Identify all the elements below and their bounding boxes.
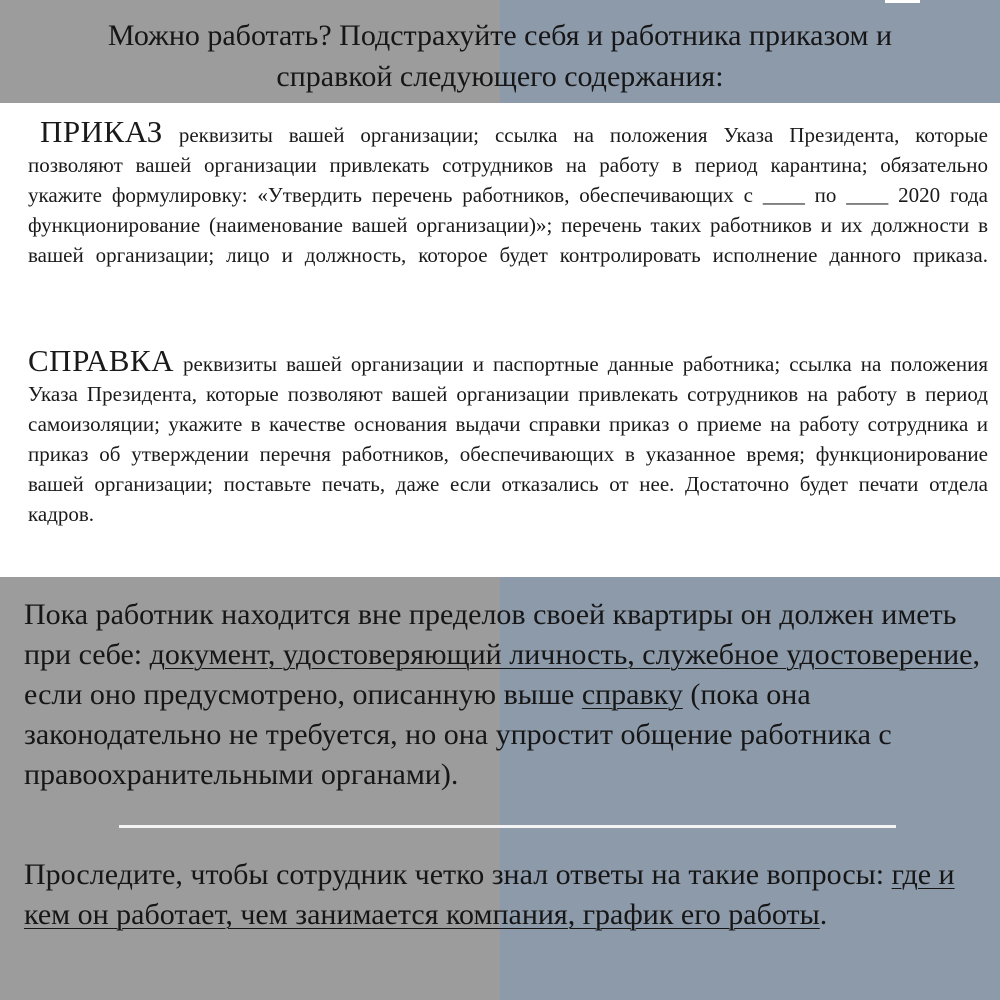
order-text: реквизиты вашей организации; ссылка на положения Указа Президента, которые позволяют вашей организации привлекать сотрудников на работу в период карантина; обязательно укажите формулировку: «Утвердить перечень работников, обеспечивающих с ____ по ____ 2020 года функционирование (наименование вашей организации)»; перечень таких работников и их должности в вашей организации; лицо и должность, которое будет контролировать исполнение данного приказа. bbox=[28, 123, 988, 267]
divider bbox=[119, 825, 896, 828]
outside-paragraph bbox=[24, 595, 984, 795]
certificate-title: СПРАВКА bbox=[28, 343, 174, 378]
outside-intro: Пока работник находится вне пределов своей квартиры он должен иметь при себе: bbox=[24, 598, 957, 671]
outside-mid: , если оно предусмотрено, описанную выше bbox=[24, 638, 980, 711]
questions-list: где и кем он работает, чем занимается компания, график его работы bbox=[24, 858, 955, 931]
outside-cert: справку bbox=[581, 678, 683, 711]
questions-end: . bbox=[819, 898, 828, 931]
corner-mark bbox=[885, 0, 920, 3]
header-line-2: справкой следующего содержания: bbox=[276, 60, 724, 93]
questions-intro: Проследите, чтобы сотрудник четко знал ответы на такие вопросы: bbox=[24, 858, 892, 891]
questions-paragraph bbox=[24, 855, 984, 935]
document-panel bbox=[0, 103, 1000, 577]
outside-docs: документ, удостоверяющий личность, служебное удостоверение bbox=[149, 638, 973, 671]
header bbox=[0, 15, 1000, 97]
outside-end: (пока она законодательно не требуется, но она упростит общение работника с правоохранительными органами). bbox=[24, 678, 892, 791]
order-title: ПРИКАЗ bbox=[40, 114, 163, 149]
order-paragraph bbox=[28, 114, 988, 270]
certificate-paragraph bbox=[28, 343, 988, 529]
certificate-text: реквизиты вашей организации и паспортные данные работника; ссылка на положения Указа Президента, которые позволяют вашей организации привлекать сотрудников на работу в период самоизоляции; укажите в качестве основания выдачи справки приказ о приеме на работу сотрудника и приказ об утверждении перечня работников, обеспечивающих в указанное время; функционирование вашей организации; поставьте печать, даже если отказались от нее. Достаточно будет печати отдела кадров. bbox=[28, 352, 988, 526]
header-line-1: Можно работать? Подстрахуйте себя и работника приказом и bbox=[107, 19, 893, 52]
